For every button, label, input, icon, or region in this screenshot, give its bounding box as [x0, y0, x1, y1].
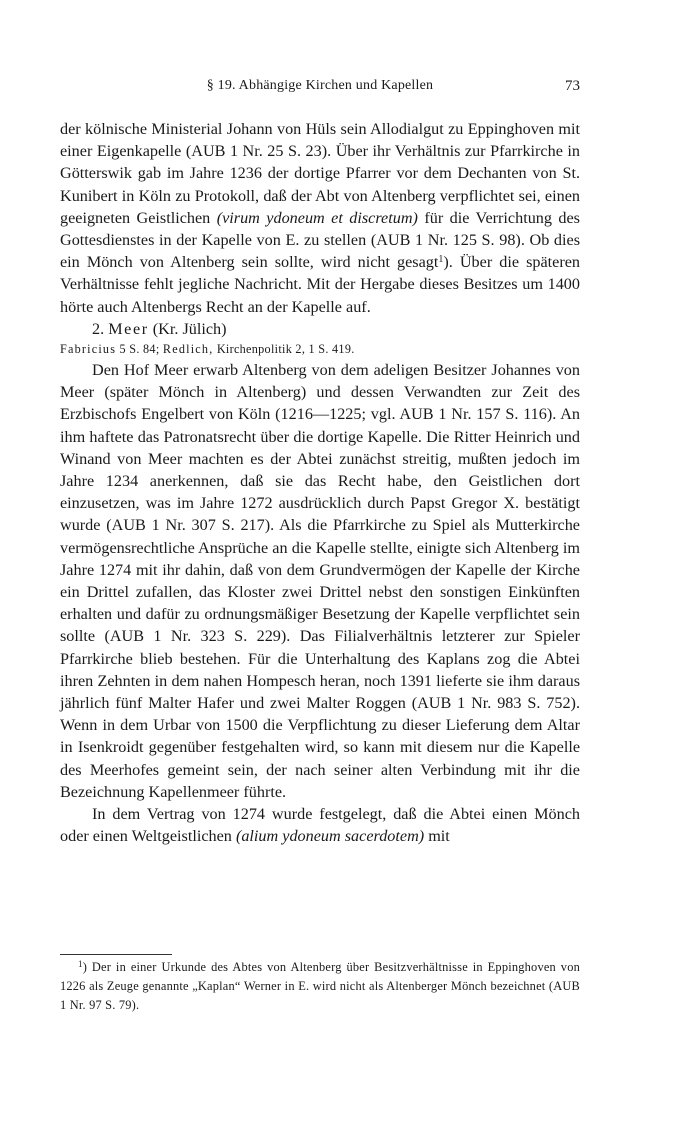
text-run: In dem Vertrag von 1274 wurde festgelegt, daß die Abtei einen Mönch oder einen Weltgeistlichen	[60, 805, 580, 846]
source-ref: Kirchenpolitik 2, 1 S. 419.	[216, 342, 355, 357]
paragraph-meer: Den Hof Meer erwarb Altenberg von dem adeligen Besitzer Johannes von Meer (später Mönch in Altenberg) und dessen Verwandten zur Zeit des Erzbischofs Engelbert von Köln (1216—1225; vgl. AUB 1 Nr. 157 S. 116). An ihm haftete das Patronatsrecht über die dortige Kapelle. Die Ritter Heinrich und Winand von Meer machten es der Abtei zunächst streitig, mußten jedoch im Jahre 1234 anerkennen, daß sie das Recht habe, den Geistlichen dort einzusetzen, was im Jahre 1272 ausdrücklich durch Papst Gregor X. bestätigt wurde (AUB 1 Nr. 307 S. 217). Als die Pfarrkirche zu Spiel als Mutterkirche vermögensrechtliche Ansprüche an die Kapelle stellte, einigte sich Altenberg im Jahre 1274 mit ihr dahin, daß von dem Grundvermögen der Kapelle der Kirche ein Drittel zufallen, das Kloster zwei Drittel nebst den sonstigen Einkünften erhalten und dafür zu ordnungsmäßiger Besetzung der Kapelle verpflichtet sein sollte (AUB 1 Nr. 323 S. 229). Das Filialverhältnis letzterer zur Spieler Pfarrkirche blieb bestehen. Für die Unterhaltung des Kaplans zog die Abtei ihren Zehnten in dem nahen Hompesch heran, noch 1391 lieferte sie ihm daraus jährlich fünf Malter Hafer und zwei Malter Roggen (AUB 1 Nr. 983 S. 752). Wenn in dem Urbar von 1500 die Verpflichtung zu dieser Lieferung dem Altar in Isenkroidt gegenüber festgehalten wird, so kann mit diesem nur die Kapelle des Meerhofes gemeint sein, der nach seiner alten Verbindung mit ihr die Bezeichnung Kapellenmeer führte.	[60, 361, 580, 801]
footnote	[60, 958, 580, 1015]
text-run: der kölnische Ministerial Johann von Hüls sein Allodialgut zu Eppinghoven mit einer Eigenkapelle (AUB 1 Nr. 25 S. 23). Über ihr Verhältnis zur Pfarrkirche in Götterswik gab im Jahre 1236 der dortige Pfarrer vor dem Dechanten von St. Kunibert in Köln zu Protokoll, daß der Abt von Altenberg verpflichtet sei, einen geeigneten Geistlichen	[60, 120, 580, 227]
body-text	[60, 118, 580, 848]
source-ref: 5 S. 84;	[119, 342, 160, 357]
source-author: Fabricius	[60, 342, 117, 357]
latin-quote: (alium ydoneum sacerdotem)	[235, 827, 425, 846]
text-run: mit	[424, 827, 450, 846]
running-title: § 19. Abhängige Kirchen und Kapellen	[206, 78, 434, 93]
section-number: 2.	[92, 319, 105, 338]
section-name: Meer	[108, 319, 149, 338]
section-heading-meer	[60, 318, 580, 340]
footnote-divider	[60, 954, 172, 955]
text-run: ). Über die späteren Verhältnisse fehlt jegliche Nachricht. Mit der Hergabe dieses Besitzes um 1400 hörte auch Altenbergs Recht an der Kapelle auf.	[60, 253, 580, 316]
running-head	[60, 78, 580, 100]
footnote-marker: 1	[78, 959, 83, 969]
source-references	[60, 340, 580, 359]
footnote-reference[interactable]: 1	[438, 254, 444, 266]
section-district: (Kr. Jülich)	[152, 319, 227, 338]
source-author: Redlich,	[162, 342, 214, 357]
paragraph-vertrag	[60, 803, 580, 847]
page-number: 73	[565, 78, 580, 94]
text-run: für die Verrichtung des Gottesdienstes in der Kapelle von E. zu stellen (AUB 1 Nr. 125 S. 98). Ob dies ein Mönch von Altenberg sein sollte, wird nicht gesagt	[60, 208, 580, 272]
latin-quote: (virum ydoneum et discretum)	[216, 208, 418, 227]
paragraph-eppinghoven	[60, 118, 580, 318]
footnote-text: ) Der in einer Urkunde des Abtes von Altenberg über Besitzverhältnisse in Eppinghoven von 1226 als Zeuge genannte „Kaplan“ Werner in E. wird nicht als Altenberger Mönch bezeichnet (AUB 1 Nr. 97 S. 79).	[60, 960, 580, 1012]
